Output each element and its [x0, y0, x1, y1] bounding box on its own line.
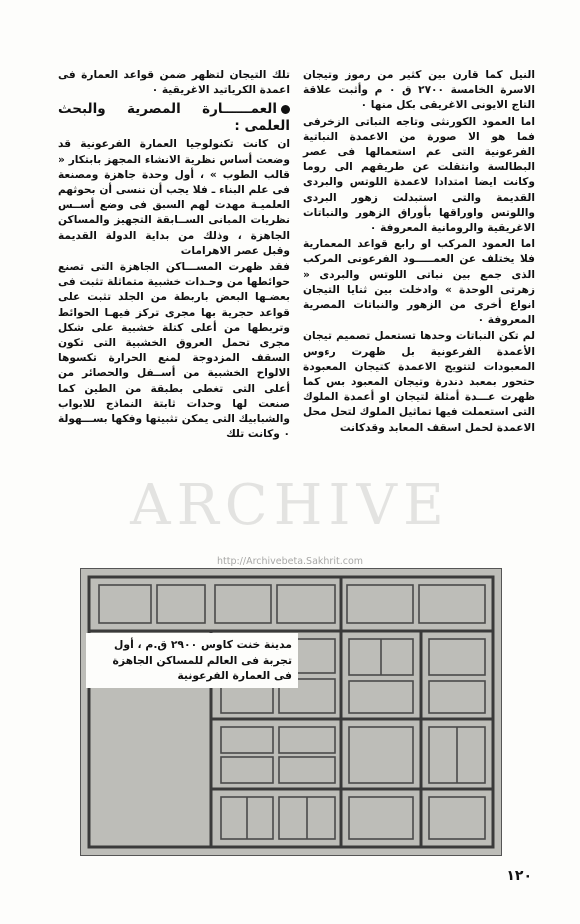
archive-watermark: ARCHIVE	[130, 472, 450, 538]
watermark-url: http://Archivebeta.Sakhrit.com	[216, 556, 364, 567]
paragraph: تلك التيجان لتظهر ضمن قواعد العمارة فى اعمدة الكرياتيد الاغريقية ٠	[58, 69, 290, 97]
paragraph: اما العمود المركب او رابع قواعد المعمارية فلا يختلف عن العمـــــود الفرعونى المركب الذى جمع بين نباتى اللوتس والبردى « زهرتى الوحدة » وادخلت بين ثنايا التيجان انواع أخرى من الزهور والنباتات المصرية المعروفة ٠	[303, 238, 535, 327]
left-text-column	[58, 68, 290, 443]
page-number: ١٢٠	[506, 868, 532, 884]
section-heading-text: العمــــــارة المصرية والبحث العلمى :	[58, 101, 290, 135]
paragraph: النيل كما قارن بين كثير من رموز وتيجان الاسرة الخامسة ٢٧٠٠ ق ٠ م وأثبت علاقة التاج الايونى الاغريقى بكل منها ٠	[303, 69, 535, 112]
paragraph: لم تكن النباتات وحدها تستعمل تصميم تيجان الأعمدة الفرعونية بل ظهرت رءوس المعبودات لتتويج الاعمدة كتيجان المعبودة حتحور بمعبد دندرة وتيجان المعبود بس كما ظهرت عـــدة أمثلة لتيجان او أعمدة الملوك التى استعملت فيها تماثيل الملوك لتحل محل الاعمدة لحمل اسقف المعابد وقدكانت	[303, 330, 535, 434]
paragraph: ان كانت تكنولوجيا العمارة الفرعونية قد وضعت أساس نظرية الانشاء المجهز بابتكار « قالب الطوب » ، أول وحدة جاهزة ومصنعة فى علم البناء ـ فلا يجب أن ننسى أن بحوثهم العلميـة مهدت لهم السبق فى وضع أســس نظريات المبانى الســابقة التجهيز والمساكن الجاهزة ، وذلك من بداية الدولة القديمة وقبل عصر الاهرامات	[58, 138, 290, 257]
right-text-column	[303, 68, 535, 437]
section-heading	[58, 101, 290, 135]
city-plan-drawing	[81, 569, 501, 855]
bullet-icon	[281, 105, 290, 114]
figure-caption: مدينة خنت كاوس ٢٩٠٠ ق.م ، أول تجربة فى العالم للمساكن الجاهزة فى العمارة الفرعونية	[86, 633, 298, 688]
paragraph: فقد ظهرت المســـاكن الجاهزة التى تصنع حوائطها من وحـدات خشبية متماثلة تثبت فى بعضـها البعض باربطة من الجلد تثبت على قواعد حجرية بها مجرى تركز فيهـا الحوائط وتربطها من أعلى كتلة خشبية على شكل مجرى تحمل العروق الخشبية التى تكون السقف المزدوجة لمنع الحرارة تكسوها الالواح الخشبية من أســفل والحصائر من أعلى التى تغطى بطبقة من الطين كما صنعت لها وحدات ثابتة النماذج للابواب والشبابيك التى يمكن تثبيتها وفكها بســـهولة ٠ وكانت تلك	[58, 261, 290, 441]
paragraph: اما العمود الكورنثى وتاجه النباتى الزخرفى فما هو الا صورة من الاعمدة النباتية الفرعونية التى عم استعمالها فى عصر البطالسة وانتقلت عن طريقهم الى روما وكانت ايضا امتدادا لاعمدة اللوتس والبردى القديمة والتى استبدلت زهور البردى واللوتس واوراقها بأوراق الزهور والنباتات الاغريقية والرومانية المعروفة ٠	[303, 115, 535, 235]
city-plan-figure	[80, 568, 502, 856]
